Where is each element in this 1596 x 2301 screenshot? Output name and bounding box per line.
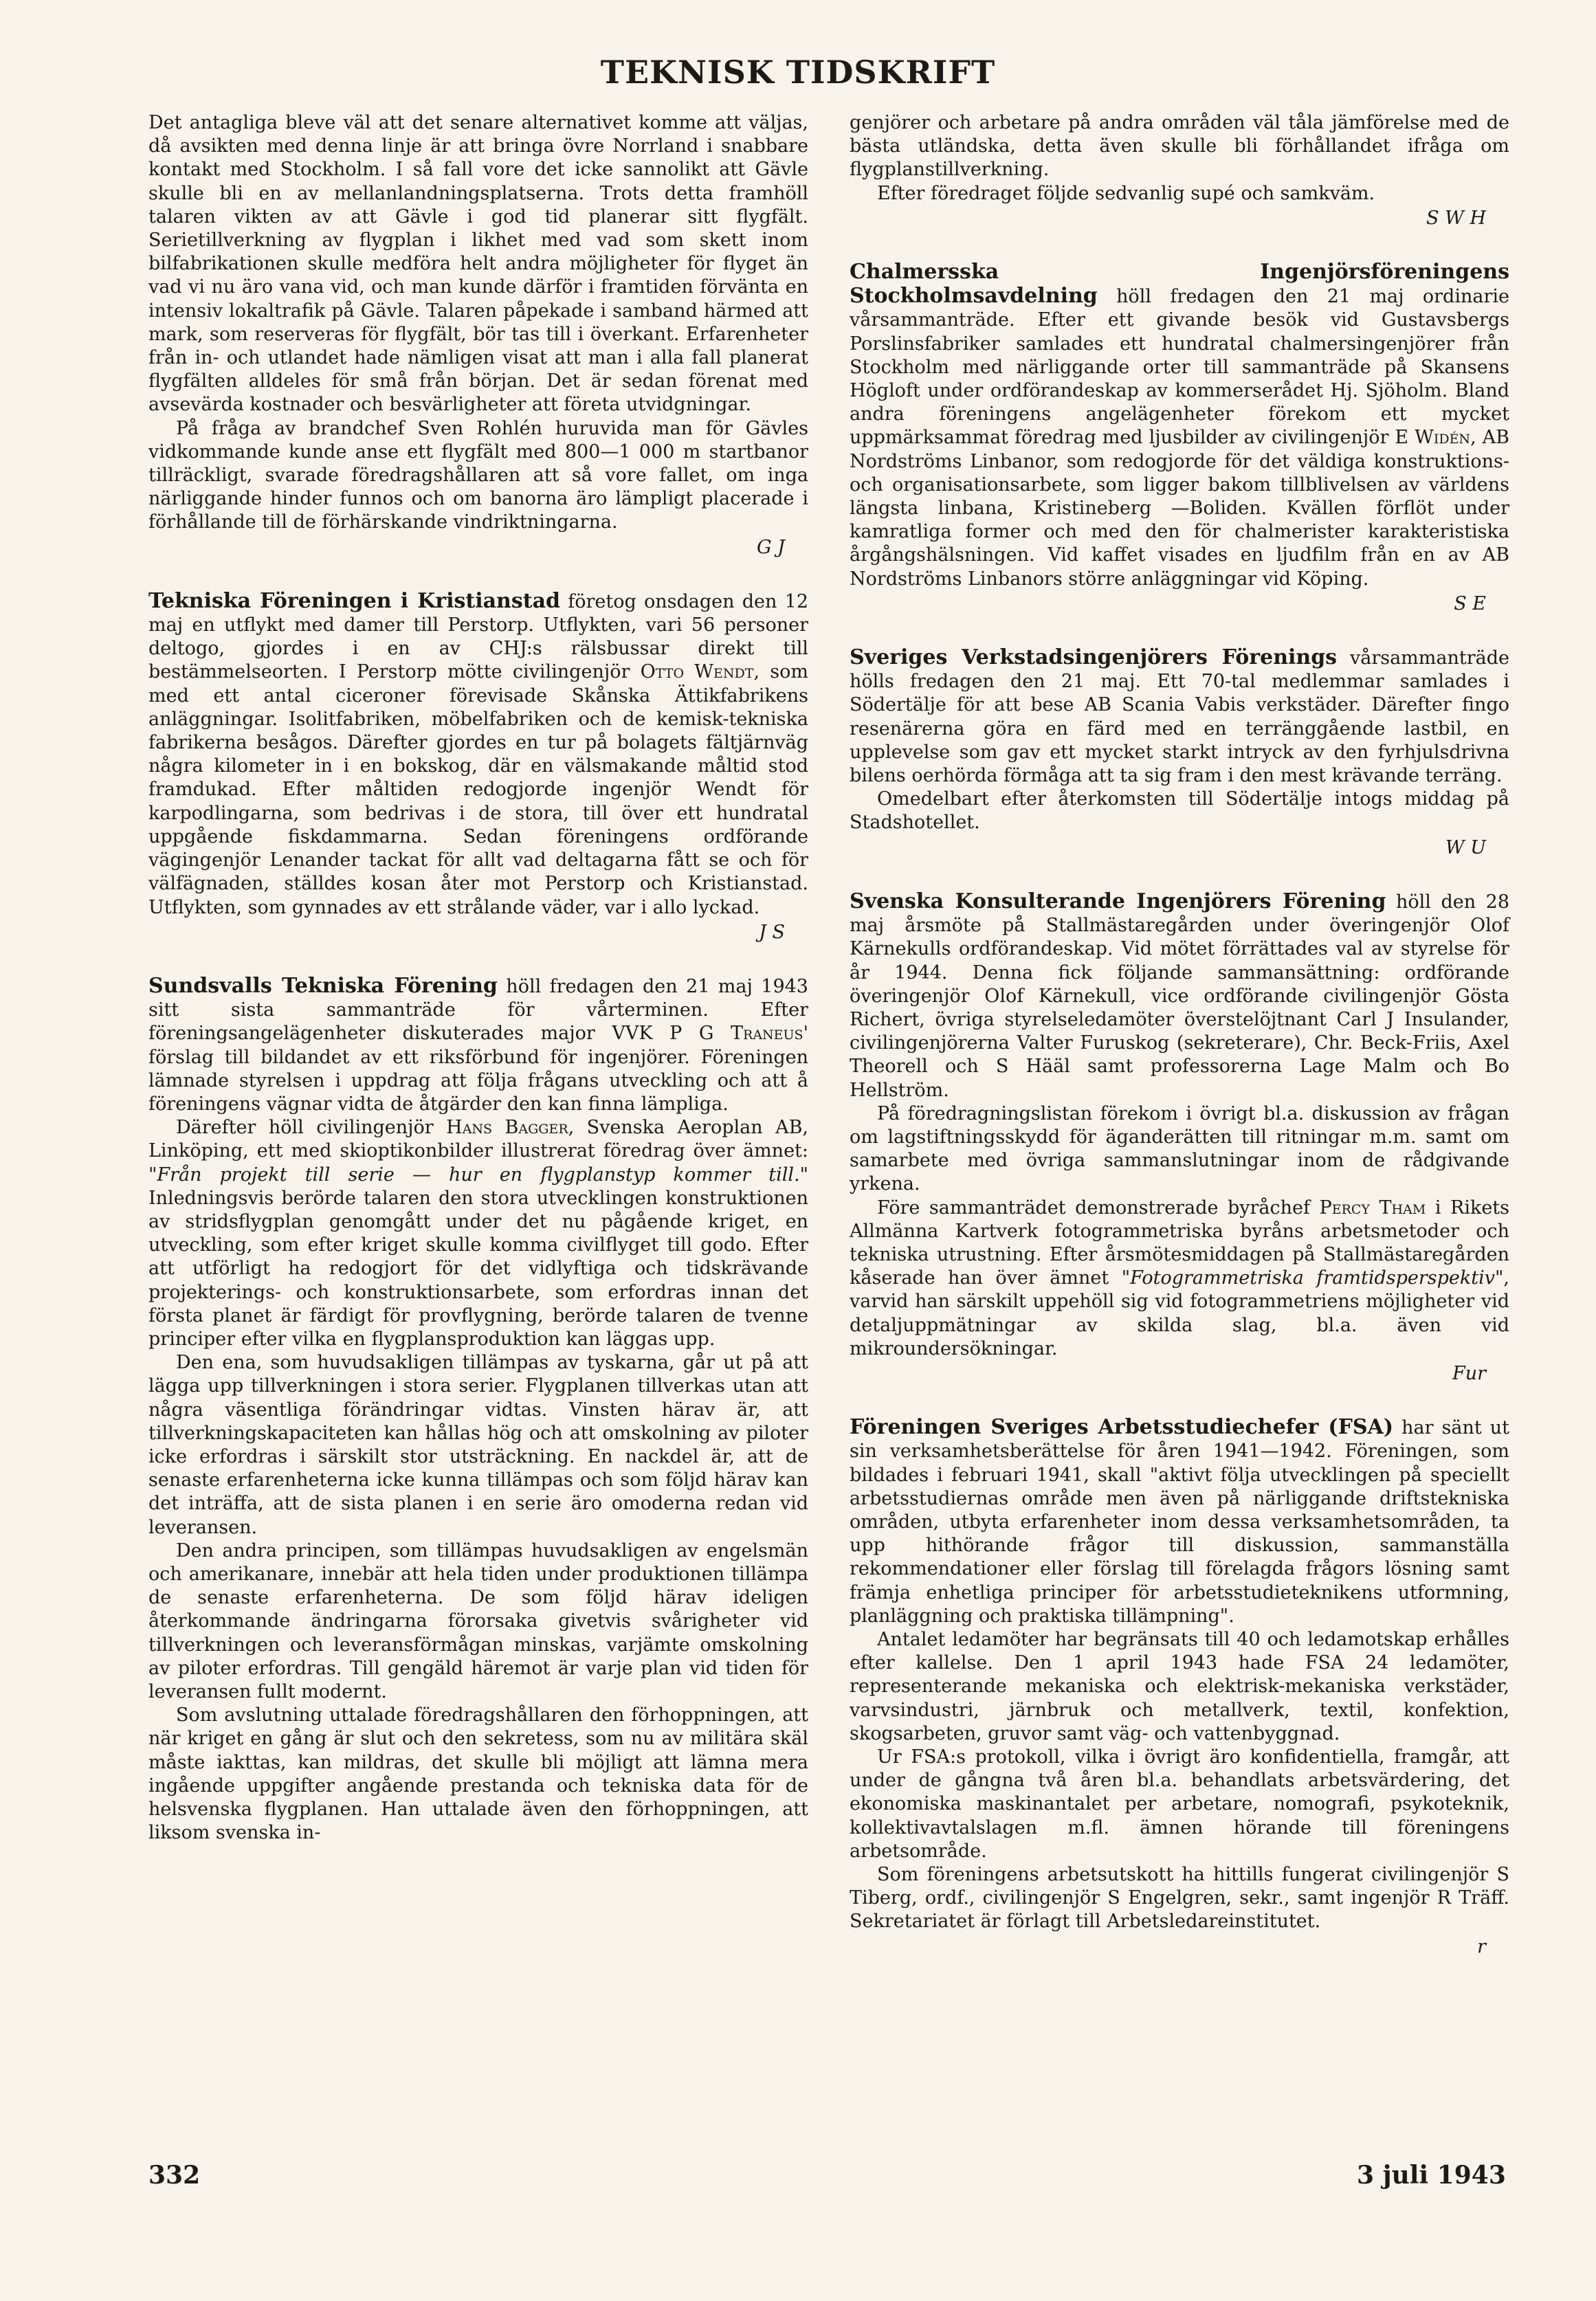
paragraph: Den andra principen, som tillämpas huvudsakligen av engelsmän och amerikanare, innebär att hela tiden under produktionen tillämpa de senaste erfarenheterna. De som följd härav ideligen återkommande ändringarna förorsaka givetvis svårigheter vid tillverkningen och leveransförmågan minskas, varjämte omskolning av piloter erfordras. Till gengäld häremot är varje plan vid tiden för leveransen fullt modernt. bbox=[148, 1539, 808, 1702]
paragraph bbox=[148, 975, 808, 1116]
paragraph: Efter föredraget följde sedvanlig supé och samkväm. bbox=[877, 182, 1375, 204]
signature: S W H bbox=[1426, 207, 1486, 229]
article-heading: Sundsvalls Tekniska Förening bbox=[148, 973, 498, 998]
paragraph: Antalet ledamöter har begränsats till 40 och ledamotskap erhålles efter kallelse. Den 1 april 1943 hade FSA 24 ledamöter, representerande mekaniska och elektrisk-mekaniska verkstäder, varvsindustri, järnbruk och metallverk, textil, konfektion, skogsarbeten, gruvor samt väg- och vattenbyggnad. bbox=[850, 1628, 1509, 1744]
paragraph: Den ena, som huvudsakligen tillämpas av tyskarna, går ut på att lägga upp tillverkningen i stora serier. Flygplanen tillverkas utan att några väsentliga förändringar vidtas. Vinsten härav är, att tillverkningskapaciteten kan hållas hög och att omskolning av piloter icke erfordras i särskilt stor utsträckning. En nackdel är, att de senaste erfarenheterna icke kunna tillämpas och som följd härav kan det inträffa, att de sista planen i en serie äro omoderna redan vid leveransen. bbox=[148, 1352, 808, 1538]
lecture-title: "Fotogrammetriska framtidsperspektiv" bbox=[1121, 1267, 1504, 1289]
text: , som med ett antal ciceroner förevisade Skånska Ättikfabrikens anläggningar. Isolitfabriken, möbelfabriken och de kemisk-tekniska fabrikerna besågos. Därefter gjordes en tur på bolagets fältjärnväg några kilometer in i en bokskog, där en välsmakande måltid stod framdukad. Efter måltiden redogjorde ingenjör Wendt för karpodlingarna, som bedrivas i de stora, till över ett hundratal uppgående fiskdammarna. Sedan föreningens ordförande vägingenjör Lenander tackat för allt vad deltagarna fått se och för välfägnaden, ställdes kosan åter mot Perstorp och Kristianstad. Utflykten, som gynnades av ett strålande väder, var i allo lyckad. bbox=[148, 661, 808, 918]
person-name: Hans Bagger bbox=[446, 1117, 568, 1139]
article-heading: Tekniska Föreningen i Kristianstad bbox=[148, 588, 561, 613]
text: vårsammanträde hölls fredagen den 21 maj. Ett 70-tal medlemmar samlades i Södertälje för att bese AB Scania Vabis verkstäder. Därefter fingo resenärerna göra en färd med en terränggående lastbil, en upplevelse som gav ett mycket starkt intryck av den fyrhjulsdrivna bilens oerhörda förmåga att ta sig fram i den mest krävande terräng. bbox=[850, 647, 1509, 787]
paragraph bbox=[850, 646, 1509, 788]
signature: J S bbox=[759, 921, 785, 943]
text: , varvid han särskilt uppehöll sig vid fotogrammetriens möjligheter vid detaljuppmätningar av skilda slag, bl.a. även vid mikroundersökningar. bbox=[850, 1267, 1510, 1359]
paragraph: Ur FSA:s protokoll, vilka i övrigt äro konfidentiella, framgår, att under de gångna två åren bl.a. behandlats arbetsvärdering, det ekonomiska maskinantalet per arbetare, nomografi, psykoteknik, kollektivavtalslagen m.fl. ämnen hörande till föreningens arbetsområde. bbox=[850, 1746, 1509, 1862]
text: Före sammanträdet demonstrerade byråchef bbox=[877, 1197, 1320, 1219]
text: , AB Nordströms Linbanor, som redogjorde för det väldiga konstruktions- och organisationsarbete, som ligger bakom tillblivelsen av världens längsta linbana, Kristineberg —Boliden. Kvällen förflöt under kamratliga former och med den för chalmerister karakteristiska årgångshälsningen. Vid kaffet visades en ljudfilm från en av AB Nordströms Linbanors större anläggningar vid Köping. bbox=[850, 427, 1509, 590]
article-sundsvall bbox=[148, 975, 808, 1845]
text: höll fredagen den 21 maj ordinarie vårsammanträde. Efter ett givande besök vid Gustavsbergs Porslinsfabriker samlades ett hundratal chalmersingenjörer från Stockholm med närliggande orter till sammanträde på Skansens Högloft under ordförandeskap av kommerserådet Hj. Sjöholm. Bland andra föreningens angelägenheter förekom ett mycket uppmärksammat föredrag med ljusbilder av civilingenjör bbox=[850, 286, 1509, 449]
signature: r bbox=[1477, 1935, 1486, 1957]
article-sundsvall-continued bbox=[850, 111, 1509, 230]
signature: G J bbox=[757, 536, 785, 558]
text: ' förslag till bildandet av ett riksförbund för ingenjörer. Föreningen lämnade styrelsen i uppdrag att följa frågans utveckling och att å föreningens vägnar vidta de åtgärder den kan finna lämpliga. bbox=[148, 1023, 808, 1115]
text: höll den 28 maj årsmöte på Stallmästaregården under överingenjör Olof Kärnekulls ordförandeskap. Vid mötet förrättades val av styrelse för år 1944. Denna fick följande sammansättning: ordförande överingenjör Olof Kärnekull, vice ordförande civilingenjör Gösta Richert, övriga styrelseledamöter överstelöjtnant Carl J Insulander, civilingenjörerna Valter Furuskog (sekreterare), Chr. Beck-Friis, Axel Theorell och S Hääl samt professorerna Lage Malm och Bo Hellström. bbox=[850, 891, 1509, 1101]
paragraph bbox=[148, 1116, 808, 1351]
article-gavle-flight bbox=[148, 111, 808, 559]
article-verkstadsingenjorer bbox=[850, 646, 1509, 860]
paragraph: Omedelbart efter återkomsten till Södertälje intogs middag på Stadshotellet. bbox=[850, 788, 1509, 834]
paragraph: På föredragningslistan förekom i övrigt bl.a. diskussion av frågan om lagstiftningsskydd för äganderätten till ritningar m.m. samt om samarbete med övriga sammanslutningar inom de rådgivande yrkena. bbox=[850, 1102, 1509, 1195]
signature: S E bbox=[1454, 592, 1486, 614]
issue-date: 3 juli 1943 bbox=[1357, 2161, 1506, 2190]
signature: Fur bbox=[1452, 1362, 1486, 1384]
text: , Svenska Aeroplan AB, Linköping, ett med skioptikonbilder illustrerat föredrag över ämnet: bbox=[148, 1117, 808, 1162]
paragraph bbox=[850, 1197, 1509, 1361]
text: i Rikets Allmänna Kartverk fotogrammetriska byråns arbetsmetoder och tekniska utrustning. Efter årsmötesmiddagen på Stallmästaregården kåserade han över ämnet bbox=[850, 1197, 1510, 1289]
paragraph: Det antagliga bleve väl att det senare alternativet komme att väljas, då avsikten med denna linje är att bringa övre Norrland i snabbare kontakt med Stockholm. I så fall vore det icke sannolikt att Gävle skulle bli en av mellanlandningsplatserna. Trots detta framhöll talaren vikten av att Gävle i god tid planerar sitt flygfält. Serietillverkning av flygplan i likhet med vad som skett inom bilfabrikationen skulle medföra helt andra möjligheter för flyget än vad vi nu äro vana vid, och man kunde därför i framtiden förvänta en intensiv lokaltrafik på Gävle. Talaren påpekade i samband härmed att mark, som reserveras för flygfält, bör tas till i överkant. Erfarenheter från in- och utlandet hade nämligen visat att man i alla fall planerat flygfälten alldeles för små från början. Det är sedan förenat med avsevärda kostnader och besvärligheter att företa utvidgningar. bbox=[148, 112, 808, 416]
text: Inledningsvis berörde talaren den stora utvecklingen konstruktionen av stridsflygplan genomgått under det nu pågående kriget, en utveckling, som efter kriget skulle komma civilflyget till godo. Efter att utförligt ha redogjort för det vidlyftiga och tidskrävande projekterings- och konstruktionsarbete, som erfordras innan det första planet är färdigt för provflygning, berörde talaren de tvenne principer efter vilka en flygplansproduktion kan läggas upp. bbox=[148, 1187, 808, 1350]
person-name: Percy Tham bbox=[1319, 1197, 1426, 1219]
paragraph: Som avslutning uttalade föredragshållaren den förhoppningen, att när kriget en gång är slut och den sekretess, som nu av militära skäl måste iakttas, kan mildras, det skulle bli möjligt att lämna mera ingående uppgifter angående prestanda och tekniska data för de helsvenska flygplanen. Han uttalade även den förhoppningen, att liksom svenska in- bbox=[148, 1704, 808, 1844]
person-name: E Widén bbox=[1395, 427, 1471, 449]
article-konsulterande bbox=[850, 890, 1509, 1386]
text: har sänt ut sin verksamhetsberättelse för åren 1941—1942. Föreningen, som bildades i februari 1941, skall "aktivt följa utvecklingen på speciellt arbetsstudiernas område men även på närliggande driftstekniska områden, utbyta erfarenheter inom dessa verksamhetsområden, ta upp hithörande frågor till diskussion, sammanställa rekommendationer eller förslag till förelagda frågors lösning samt främja enhetliga principer för arbetsstudieteknikens utformning, planläggning och praktiska tillämpning". bbox=[850, 1417, 1509, 1627]
person-name: Traneus bbox=[731, 1023, 803, 1045]
article-heading: Sveriges Verkstadsingenjörers Förenings bbox=[850, 645, 1338, 670]
person-name: Otto Wendt bbox=[640, 661, 754, 683]
article-kristianstad bbox=[148, 590, 808, 944]
page-number: 332 bbox=[148, 2161, 201, 2190]
article-chalmersska bbox=[850, 260, 1509, 616]
article-heading: Chalmersska Ingenjörsföreningens Stockholmsavdelning bbox=[850, 260, 1509, 309]
paragraph: På fråga av brandchef Sven Rohlén huruvida man för Gävles vidkommande kunde anse ett flygfält med 800—1 000 m startbanor tillräckligt, svarade föredragshållaren att så vore fallet, om inga närliggande hinder funnos och om banorna äro lämpligt placerade i förhållande till de förhärskande vindriktningarna. bbox=[148, 417, 808, 533]
article-heading: Föreningen Sveriges Arbetsstudiechefer (FSA) bbox=[850, 1415, 1394, 1440]
text: höll fredagen den 21 maj 1943 sitt sista sammanträde för vårterminen. Efter föreningsangelägenheter diskuterades major VVK P G bbox=[148, 975, 808, 1045]
paragraph bbox=[850, 1416, 1509, 1628]
left-column bbox=[148, 111, 808, 1845]
paragraph bbox=[850, 260, 1509, 591]
paragraph: Som föreningens arbetsutskott ha hittills fungerat civilingenjör S Tiberg, ordf., civilingenjör S Engelgren, sekr., samt ingenjör R Träff. Sekretariatet är förlagt till Arbetsledareinstitutet. bbox=[850, 1864, 1509, 1933]
paragraph bbox=[850, 890, 1509, 1102]
article-heading: Svenska Konsulterande Ingenjörers Förening bbox=[850, 889, 1386, 913]
article-fsa bbox=[850, 1416, 1509, 1959]
journal-title: TEKNISK TIDSKRIFT bbox=[600, 54, 996, 91]
paragraph bbox=[148, 590, 808, 920]
text: Därefter höll civilingenjör bbox=[176, 1117, 447, 1139]
text: företog onsdagen den 12 maj en utflykt med damer till Perstorp. Utflykten, vari 56 personer deltogo, gjordes i en av CHJ:s rälsbussar direkt till bestämmelseorten. I Perstorp mötte civilingenjör bbox=[148, 590, 808, 683]
paragraph: genjörer och arbetare på andra områden väl tåla jämförelse med de bästa utländska, detta även skulle bli förhållandet ifråga om flygplanstillverkning. bbox=[850, 112, 1509, 181]
signature: W U bbox=[1445, 836, 1486, 858]
lecture-title: "Från projekt till serie — hur en flygplanstyp kommer till." bbox=[148, 1164, 808, 1186]
right-column bbox=[850, 111, 1509, 1959]
